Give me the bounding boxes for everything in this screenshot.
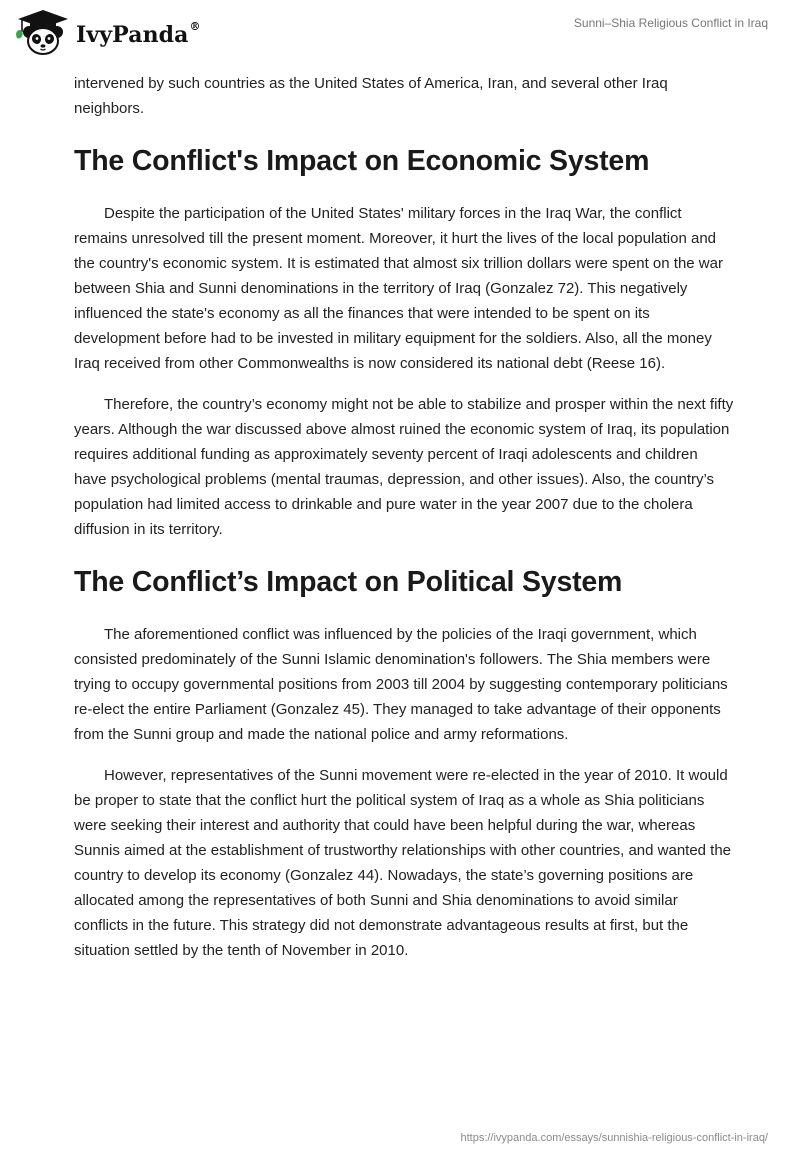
registered-mark: ® — [189, 20, 201, 33]
page-header — [0, 0, 800, 70]
source-url[interactable]: https://ivypanda.com/essays/sunnishia-religious-conflict-in-iraq/ — [460, 1132, 768, 1144]
brand-name — [76, 22, 201, 48]
paragraph-political-2: However, representatives of the Sunni movement were re-elected in the year of 2010. It would be proper to state that the conflict hurt the political system of Iraq as a whole as Shia politicians were seeking their interest and authority that could have been helpful during the war, whereas Sunnis aimed at the establishment of trustworthy relationships with other countries, and wanted the country to develop its economy (Gonzalez 44). Nowadays, the state’s governing positions are allocated among the representatives of both Sunni and Shia denominations to avoid similar conflicts in the future. This strategy did not demonstrate advantageous results at first, but the situation settled by the tenth of November in 2010. — [74, 767, 732, 959]
paragraph-political-1: The aforementioned conflict was influenced by the policies of the Iraqi government, which consisted predominately of the Sunni Islamic denomination's followers. The Shia members were trying to occupy governmental positions from 2003 till 2004 by suggesting contemporary politicians re-elect the entire Parliament (Gonzalez 45). They managed to take advantage of their opponents from the Sunni group and made the national police and army reformations. — [74, 626, 728, 743]
section-heading-economic: The Conflict's Impact on Economic System — [74, 145, 650, 177]
paragraph-economic-2: Therefore, the country’s economy might not be able to stabilize and prosper within the next fifty years. Although the war discussed above almost ruined the economic system of Iraq, its population requires additional funding as approximately seventy percent of Iraqi adolescents and children have psychological problems (mental traumas, depression, and other issues). Also, the country’s population had limited access to drinkable and pure water in the year 2007 due to the cholera diffusion in its territory. — [74, 396, 734, 538]
document-title: Sunni–Shia Religious Conflict in Iraq — [573, 16, 768, 30]
brand-name-text: IvyPanda — [76, 22, 189, 48]
paragraph-economic-1: Despite the participation of the United States' military forces in the Iraq War, the conflict remains unresolved till the present moment. Moreover, it hurt the lives of the local population and the country's economic system. It is estimated that almost six trillion dollars were spent on the war between Shia and Sunni denominations in the territory of Iraq (Gonzalez 72). This negatively influenced the state's economy as all the finances that were intended to be spent on its development before had to be invested in military equipment for the soldiers. Also, all the money Iraq received from other Commonwealths is now considered its national debt (Reese 16). — [74, 205, 723, 372]
panda-graduate-icon — [14, 8, 72, 58]
essay-body — [74, 71, 734, 979]
ivypanda-logo[interactable] — [14, 8, 201, 58]
intro-paragraph-fragment: intervened by such countries as the United States of America, Iran, and several other Iraq neighbors. — [74, 75, 668, 117]
section-heading-political: The Conflict’s Impact on Political System — [74, 566, 623, 598]
